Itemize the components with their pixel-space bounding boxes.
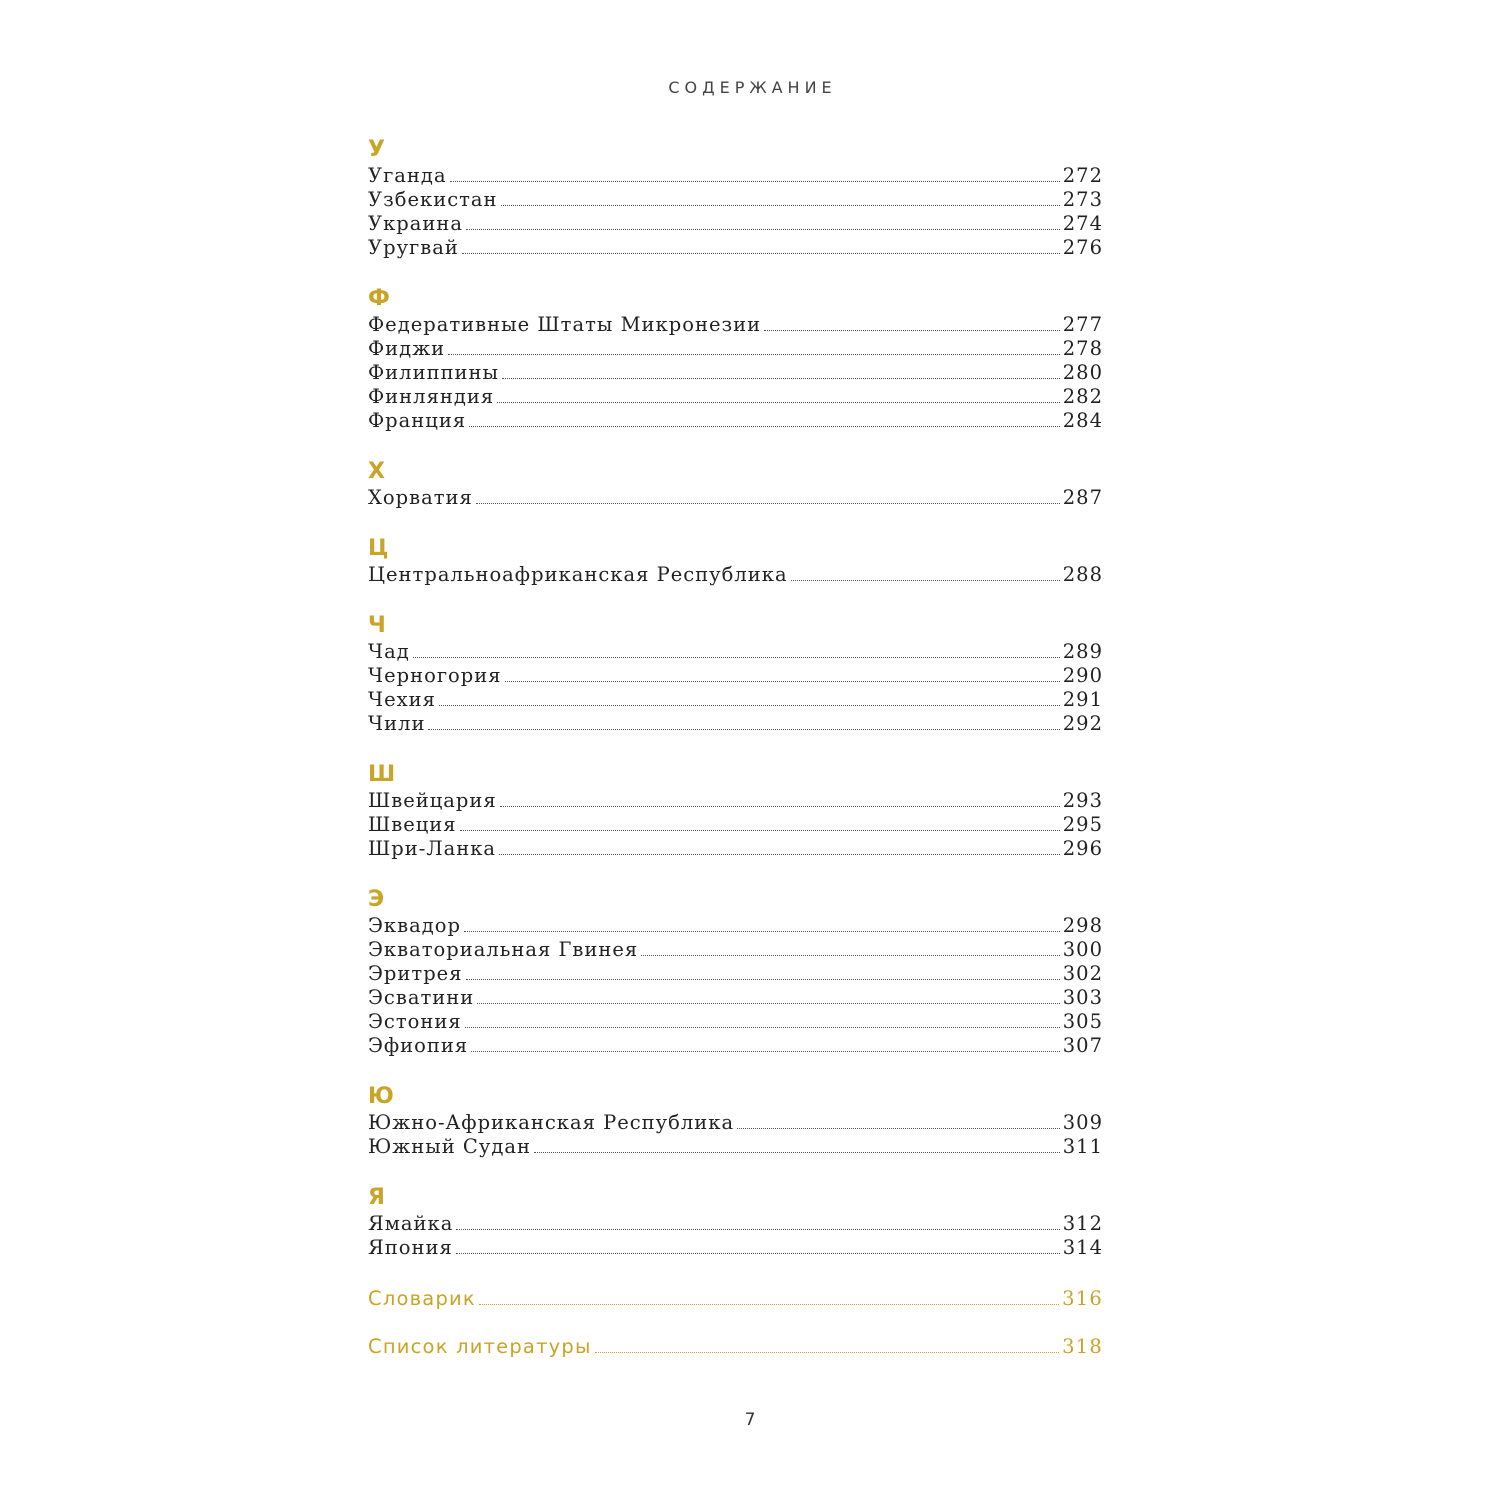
entry-page: 295 [1062,813,1103,836]
entry-title: Южно-Африканская Республика [368,1111,735,1134]
dot-leader [465,1027,1060,1028]
toc-entry [368,164,1103,188]
entry-page: 305 [1062,1010,1103,1033]
entry-title: Черногория [368,664,502,687]
entry-page: 307 [1062,1034,1103,1057]
toc-entry [368,914,1103,938]
dot-leader [460,830,1060,831]
dot-leader [439,705,1060,706]
entry-title: Франция [368,409,467,432]
dot-leader [462,253,1060,254]
entry-title: Чад [368,640,410,663]
dot-leader [471,1051,1060,1052]
entry-page: 287 [1062,486,1103,509]
dot-leader [595,1352,1060,1353]
entry-title: Фиджи [368,337,446,360]
entry-page: 276 [1062,236,1103,259]
entry-title: Швейцария [368,789,497,812]
entry-page: 300 [1062,938,1103,961]
toc-extra-entry [368,1285,1103,1313]
entry-page: 290 [1062,664,1103,687]
entry-page: 309 [1062,1111,1103,1134]
entry-title: Эквадор [368,914,461,937]
toc-entry [368,712,1103,736]
entry-title: Япония [368,1236,453,1259]
entry-title: Уганда [368,164,447,187]
entry-page: 296 [1062,837,1103,860]
toc-section [368,1184,1103,1260]
extra-page: 318 [1062,1335,1103,1358]
entry-page: 277 [1062,313,1103,336]
entry-page: 298 [1062,914,1103,937]
toc-section [368,136,1103,260]
page-number: 7 [744,1410,756,1430]
entry-title: Эритрея [368,962,463,985]
table-of-contents [368,136,1103,1381]
entry-page: 280 [1062,361,1103,384]
entry-title: Южный Судан [368,1135,531,1158]
entry-title: Эфиопия [368,1034,469,1057]
toc-entry [368,313,1103,337]
entry-page: 303 [1062,986,1103,1009]
entry-title: Эстония [368,1010,462,1033]
toc-entry [368,688,1103,712]
dot-leader [456,1229,1059,1230]
section-letter: У [368,137,385,162]
entry-title: Центральноафриканская Республика [368,563,788,586]
dot-leader [450,181,1060,182]
entry-page: 272 [1062,164,1103,187]
toc-entry [368,640,1103,664]
toc-entry [368,337,1103,361]
entry-page: 284 [1062,409,1103,432]
section-letter: Ц [368,536,389,561]
dot-leader [497,402,1060,403]
entry-title: Узбекистан [368,188,498,211]
dot-leader [534,1152,1060,1153]
entry-title: Шри-Ланка [368,837,497,860]
toc-entry [368,1111,1103,1135]
toc-entry [368,1010,1103,1034]
entry-title: Финляндия [368,385,495,408]
toc-entry [368,664,1103,688]
page-header: СОДЕРЖАНИЕ [668,78,837,97]
toc-section [368,458,1103,510]
entry-title: Филиппины [368,361,500,384]
entry-page: 302 [1062,962,1103,985]
toc-entry [368,962,1103,986]
dot-leader [476,503,1060,504]
dot-leader [502,378,1060,379]
toc-entry [368,361,1103,385]
toc-section [368,761,1103,861]
dot-leader [466,229,1060,230]
dot-leader [477,1003,1060,1004]
entry-title: Чили [368,712,426,735]
toc-entry [368,986,1103,1010]
entry-page: 274 [1062,212,1103,235]
toc-entry [368,188,1103,212]
toc-entry [368,385,1103,409]
dot-leader [464,931,1060,932]
entry-page: 278 [1062,337,1103,360]
entry-title: Эсватини [368,986,475,1009]
dot-leader [737,1128,1060,1129]
toc-entry [368,409,1103,433]
entry-title: Чехия [368,688,436,711]
toc-section [368,1083,1103,1159]
section-letter: Ш [368,762,396,787]
entry-page: 282 [1062,385,1103,408]
dot-leader [466,979,1060,980]
entry-page: 292 [1062,712,1103,735]
entry-title: Украина [368,212,464,235]
toc-entry [368,1135,1103,1159]
dot-leader [505,681,1060,682]
toc-section [368,612,1103,736]
entry-page: 289 [1062,640,1103,663]
toc-entry [368,1236,1103,1260]
toc-entry [368,813,1103,837]
entry-title: Швеция [368,813,457,836]
toc-section [368,285,1103,433]
dot-leader [791,580,1060,581]
dot-leader [456,1253,1060,1254]
entry-title: Уругвай [368,236,459,259]
entry-title: Ямайка [368,1212,454,1235]
toc-entry [368,837,1103,861]
section-letter: Ч [368,613,386,638]
entry-page: 312 [1062,1212,1103,1235]
entry-title: Экваториальная Гвинея [368,938,639,961]
entry-page: 293 [1062,789,1103,812]
toc-entry [368,938,1103,962]
section-letter: Х [368,459,385,484]
toc-entry [368,212,1103,236]
entry-title: Федеративные Штаты Микронезии [368,313,762,336]
entry-page: 311 [1062,1135,1103,1158]
dot-leader [479,1304,1059,1305]
dot-leader [428,729,1059,730]
extra-page: 316 [1062,1287,1103,1310]
toc-entry [368,1034,1103,1058]
dot-leader [641,955,1060,956]
toc-extra-entry [368,1333,1103,1361]
dot-leader [499,854,1060,855]
dot-leader [448,354,1060,355]
entry-page: 314 [1062,1236,1103,1259]
toc-entry [368,1212,1103,1236]
section-letter: Ф [368,286,390,311]
entry-page: 288 [1062,563,1103,586]
toc-entry [368,789,1103,813]
dot-leader [469,426,1060,427]
toc-entry [368,563,1103,587]
dot-leader [413,657,1060,658]
toc-entry [368,486,1103,510]
section-letter: Я [368,1185,385,1210]
dot-leader [500,806,1060,807]
entry-title: Хорватия [368,486,473,509]
entry-page: 291 [1062,688,1103,711]
dot-leader [501,205,1060,206]
section-letter: Э [368,887,385,912]
extra-title: Словарик [368,1287,476,1310]
dot-leader [764,330,1060,331]
section-letter: Ю [368,1084,394,1109]
extra-title: Список литературы [368,1335,592,1358]
entry-page: 273 [1062,188,1103,211]
toc-section [368,535,1103,587]
toc-entry [368,236,1103,260]
toc-section [368,886,1103,1058]
